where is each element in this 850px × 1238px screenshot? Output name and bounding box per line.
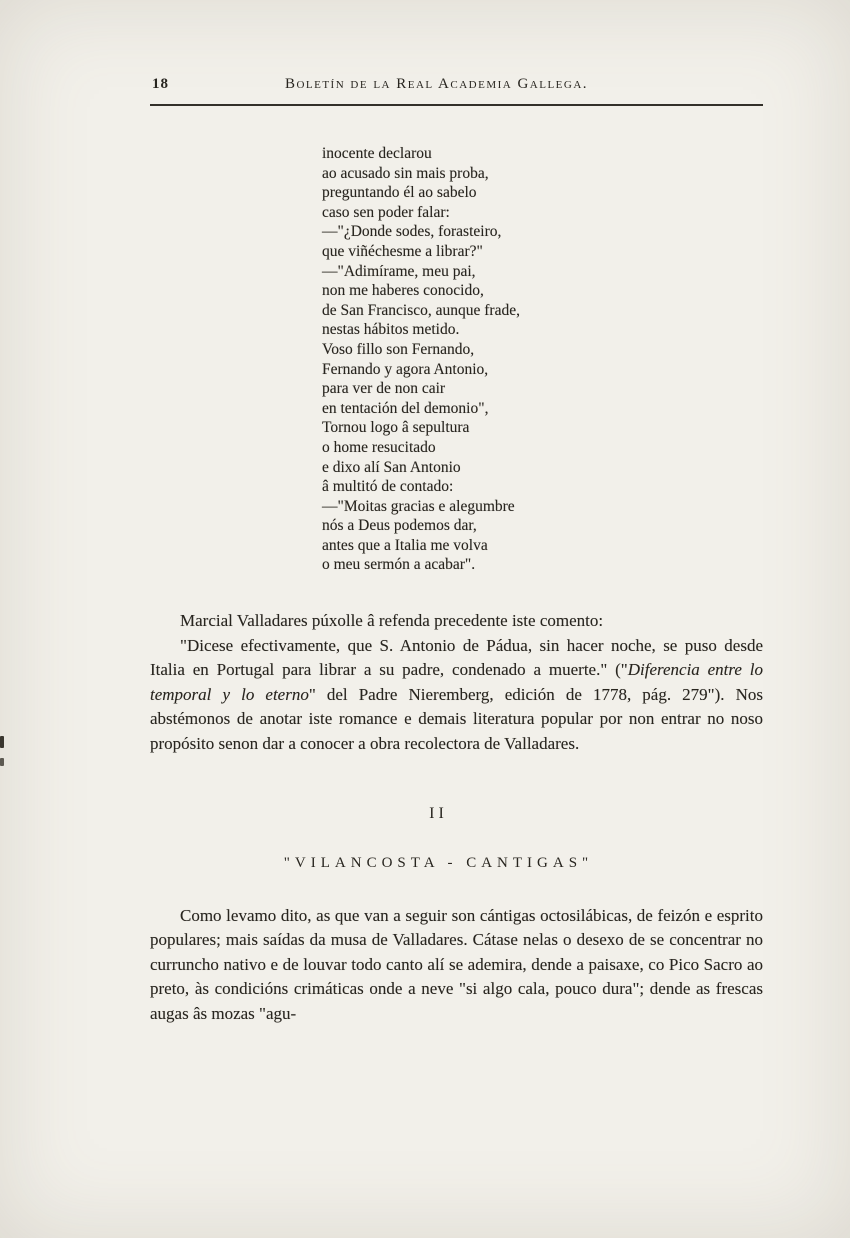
paragraph-comment-intro: Marcial Valladares púxolle â refenda precedente iste comento:	[180, 611, 604, 631]
poem-line: non me haberes conocido,	[322, 282, 484, 300]
journal-title: Boletín de la Real Academia Gallega.	[284, 76, 589, 92]
poem-line: antes que a Italia me volva	[322, 536, 488, 554]
poem-line: nós a Deus podemos dar,	[322, 517, 477, 535]
poem-line: o home resucitado	[322, 438, 436, 456]
header-rule	[150, 104, 763, 106]
poem-line: inocente declarou	[322, 145, 432, 162]
section-number: II	[429, 804, 448, 822]
page-header	[150, 76, 763, 98]
poem-line: â multitó de contado:	[322, 478, 454, 496]
poem-line: de San Francisco, aunque frade,	[322, 301, 520, 319]
poem-line: preguntando él ao sabelo	[322, 184, 477, 202]
scan-artifact	[0, 736, 4, 748]
poem-line: Voso fillo son Fernando,	[322, 340, 475, 358]
poem-line: Fernando y agora Antonio,	[322, 360, 489, 378]
poem-line: o meu sermón a acabar".	[322, 556, 476, 574]
poem-line: nestas hábitos metido.	[322, 321, 460, 339]
quote-book-title: Diferencia entre lo temporal y lo eterno	[150, 660, 763, 704]
quote-text-end: " del Padre Nieremberg, edición de 1778, pág. 279"). Nos abstémonos de anotar iste romance e demais literatura popular por non entrar no noso propósito senon dar a conocer a obra recolectora de Valladares.	[150, 684, 763, 754]
paragraph-cantigas: Como levamo dito, as que van a seguir son cántigas octosilábicas, de feizón e esprito populares; mais saídas da musa de Valladares. Cátase nelas o desexo de se concentrar no curruncho nativo e de louvar todo canto alí se ademira, dende a paisaxe, co Pico Sacro ao preto, às condicións crimáticas onde a neve "si algo cala, pouco dura"; dende as frescas augas âs mozas "agu-	[150, 905, 763, 1023]
poem-line: caso sen poder falar:	[322, 203, 450, 221]
poem-line: —"¿Donde sodes, forasteiro,	[322, 223, 502, 241]
poem-line: ao acusado sin mais proba,	[322, 164, 489, 182]
section-title: "VILANCOSTA - CANTIGAS"	[283, 854, 594, 871]
paragraph-quote	[150, 634, 763, 757]
poem-line: e dixo alí San Antonio	[322, 458, 461, 476]
quote-text-start: "Dicese efectivamente, que S. Antonio de Pádua, sin hacer noche, se puso desde Italia en Portugal para librar a su padre, condenado a muerte." ("	[150, 635, 763, 680]
page-number: 18	[152, 76, 169, 92]
poem-line: —"Moitas gracias e alegumbre	[322, 497, 515, 515]
poem-block	[322, 144, 763, 575]
poem-line: para ver de non cair	[322, 380, 446, 398]
poem-line: en tentación del demonio",	[322, 399, 489, 417]
poem-line: —"Adimírame, meu pai,	[322, 262, 476, 280]
scan-artifact	[0, 758, 4, 766]
poem-line: Tornou logo â sepultura	[322, 419, 470, 437]
poem-line: que viñéchesme a librar?"	[322, 242, 483, 260]
